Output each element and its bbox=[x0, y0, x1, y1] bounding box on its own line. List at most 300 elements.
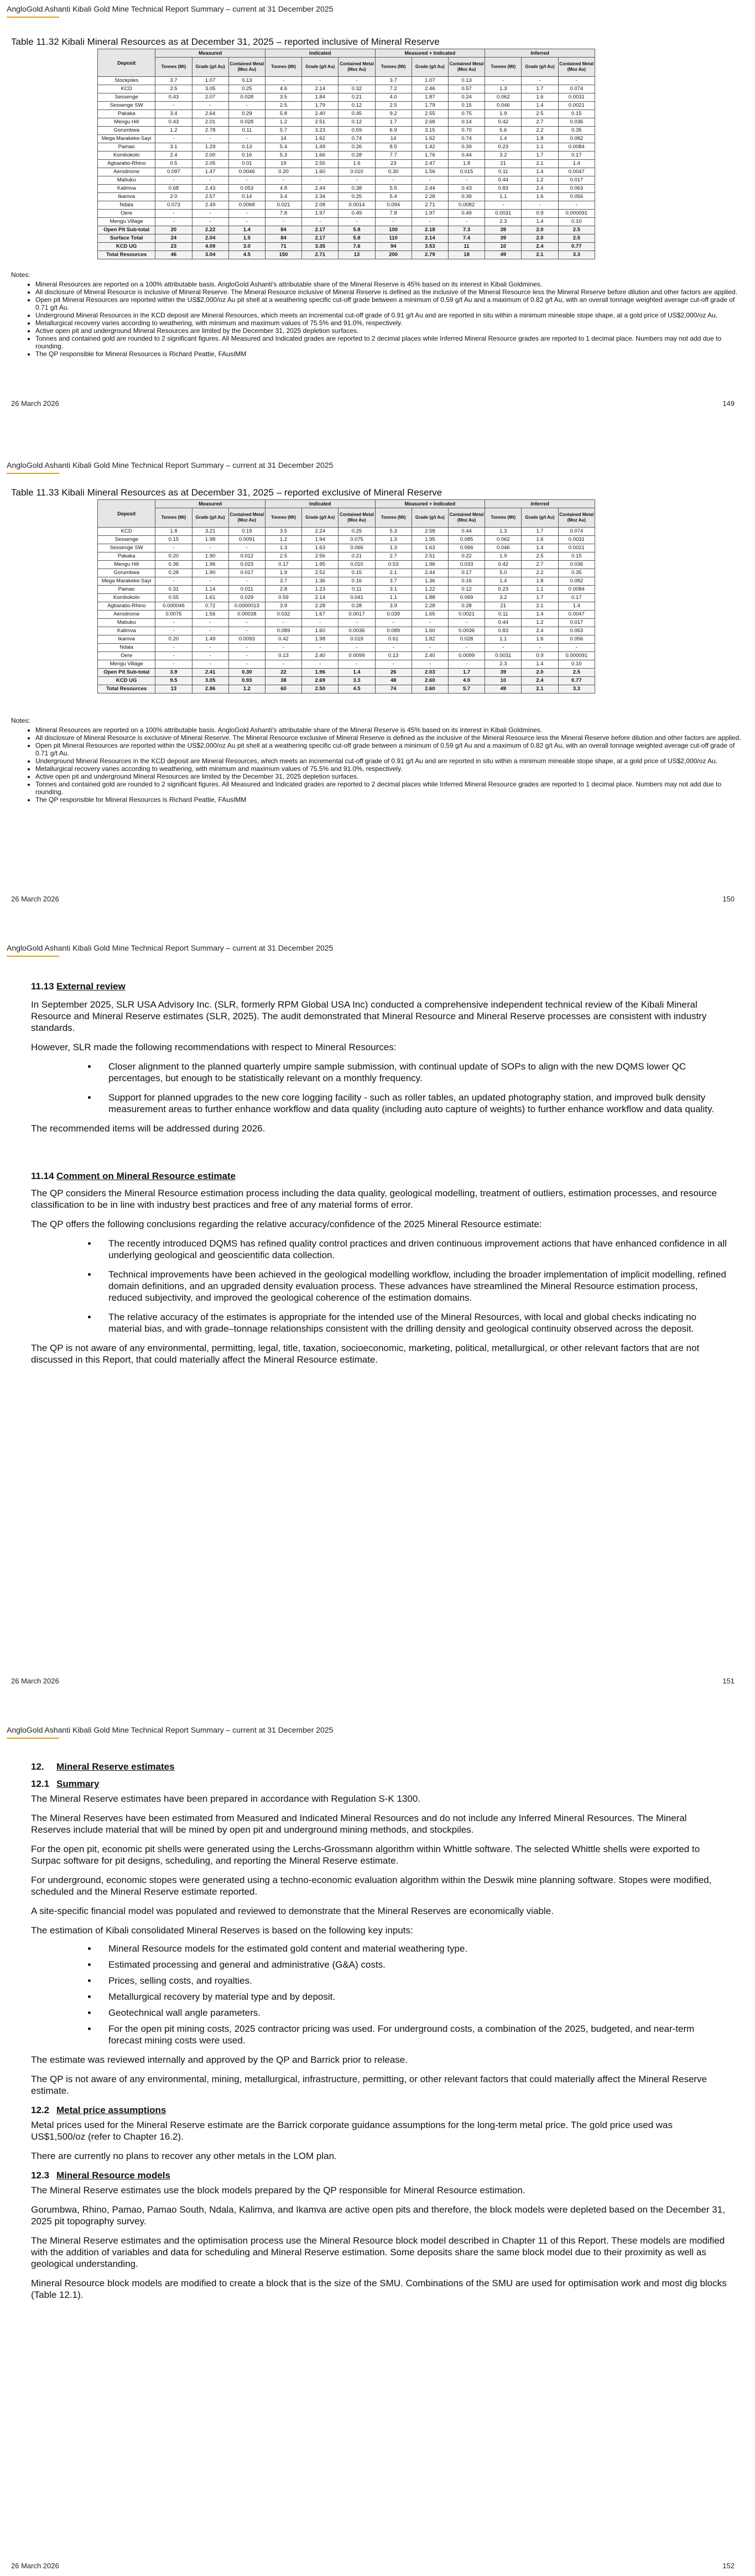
table-row bbox=[98, 201, 595, 210]
table-cell: 1.8 bbox=[522, 577, 558, 586]
table-row bbox=[98, 185, 595, 193]
note-item: • Open pit Mineral Resources are reported within the US$2,000/oz Au pit shell at a weathering specific cut-off grade between a minimum of 0.59 g/t Au and a maximum of 0.82 g/t Au, with an overall tonnage weighted average cut-off grade of 0.71 g/t Au. bbox=[35, 296, 741, 311]
table-cell: - bbox=[302, 176, 339, 185]
table-cell: 1.7 bbox=[522, 528, 558, 536]
table-cell: 0.25 bbox=[228, 85, 265, 93]
paragraph: The QP is not aware of any environmental, permitting, legal, title, taxation, socioeconomic, marketing, political, metallurgical, or other relevant factors that are not discussed in this Report, that could materially affect the Mineral Resource estimate. bbox=[31, 1343, 700, 1365]
table-cell: 1.4 bbox=[522, 611, 558, 619]
table-cell: 2.34 bbox=[302, 193, 339, 201]
header-group: Measured + Indicated bbox=[375, 49, 485, 58]
note-item: • The QP responsible for Mineral Resources is Richard Peattie, FAusIMM bbox=[35, 350, 741, 358]
table-cell: 1.7 bbox=[375, 118, 412, 127]
table-cell: 2.22 bbox=[192, 226, 228, 234]
section-12 bbox=[31, 1761, 728, 2301]
header-column: Contained Metal (Moz Au) bbox=[339, 508, 375, 528]
table-cell: 0.17 bbox=[558, 152, 595, 160]
table-cell: 5.0 bbox=[485, 569, 522, 577]
table-cell: 0.15 bbox=[558, 110, 595, 118]
table-cell: 0.13 bbox=[265, 652, 301, 660]
table-cell: - bbox=[375, 619, 412, 627]
table-cell: 3.3 bbox=[558, 251, 595, 259]
table-cell: 2.5 bbox=[522, 110, 558, 118]
table-row bbox=[98, 536, 595, 544]
table-cell: 0.74 bbox=[339, 135, 375, 143]
table-cell: 2.40 bbox=[302, 652, 339, 660]
table-cell: - bbox=[192, 102, 228, 110]
table-cell: Ndala bbox=[98, 201, 155, 210]
table-cell: - bbox=[522, 201, 558, 210]
table-cell: - bbox=[412, 644, 448, 652]
table-cell: 0.089 bbox=[265, 627, 301, 635]
table-cell: 1.4 bbox=[558, 160, 595, 168]
table-cell: 0.28 bbox=[339, 602, 375, 611]
note-item: • Metallurgical recovery varies according to weathering, with minimum and maximum values of 75.5% and 91.0%, respectively. bbox=[35, 319, 741, 327]
table-cell: - bbox=[192, 544, 228, 552]
table-cell: 1.6 bbox=[339, 160, 375, 168]
footer-date: 26 March 2026 bbox=[11, 895, 59, 903]
table-cell: 39 bbox=[485, 234, 522, 243]
table-cell: 0.77 bbox=[558, 243, 595, 251]
table-cell: 21 bbox=[485, 602, 522, 611]
table-cell: 2.2 bbox=[522, 127, 558, 135]
table-cell: 1.56 bbox=[412, 168, 448, 176]
table-cell: 2.28 bbox=[412, 193, 448, 201]
table-cell: 3.04 bbox=[192, 251, 228, 259]
table-cell: 0.053 bbox=[228, 185, 265, 193]
table-cell: 1.9 bbox=[265, 569, 301, 577]
table-row bbox=[98, 528, 595, 536]
table-cell: 0.015 bbox=[448, 168, 485, 176]
table-cell: 0.010 bbox=[339, 168, 375, 176]
table-cell: - bbox=[228, 577, 265, 586]
table-cell: 0.056 bbox=[558, 193, 595, 201]
table-cell: - bbox=[228, 619, 265, 627]
table-cell: 2.0 bbox=[522, 234, 558, 243]
list-item: • Prices, selling costs, and royalties. bbox=[97, 1975, 728, 1986]
table-cell: 0.0017 bbox=[339, 611, 375, 619]
table-cell: 0.19 bbox=[228, 528, 265, 536]
table-row bbox=[98, 552, 595, 561]
table-cell: 24 bbox=[155, 234, 192, 243]
table-cell: Pakaka bbox=[98, 110, 155, 118]
table-cell: 0.29 bbox=[228, 110, 265, 118]
table-cell: 0.26 bbox=[339, 143, 375, 152]
table-cell: 3.23 bbox=[302, 127, 339, 135]
table-cell: 2.3 bbox=[485, 218, 522, 226]
header-column: Grade (g/t Au) bbox=[192, 508, 228, 528]
table-cell: 1.65 bbox=[412, 611, 448, 619]
table-cell: 2.58 bbox=[412, 528, 448, 536]
note-item: • Metallurgical recovery varies according to weathering, with minimum and maximum values of 75.5% and 91.0%, respectively. bbox=[35, 765, 741, 773]
table-cell: Mengu Hill bbox=[98, 118, 155, 127]
table-row bbox=[98, 544, 595, 552]
header-column: Grade (g/t Au) bbox=[522, 508, 558, 528]
table-cell: 2.52 bbox=[302, 569, 339, 577]
table-cell: Gorumbwa bbox=[98, 127, 155, 135]
table-cell: 1.49 bbox=[302, 143, 339, 152]
table-cell: - bbox=[522, 77, 558, 85]
table-row bbox=[98, 611, 595, 619]
table-cell: 0.056 bbox=[558, 635, 595, 644]
header-column: Tonnes (Mt) bbox=[155, 508, 192, 528]
header-column: Contained Metal (Moz Au) bbox=[448, 58, 485, 77]
table-11-33-title: Table 11.33 Kibali Mineral Resources as at December 31, 2025 – reported exclusive of Mineral Reserve bbox=[11, 487, 442, 498]
table-cell: 1.7 bbox=[522, 152, 558, 160]
table-cell: 110 bbox=[375, 234, 412, 243]
table-cell: 2.43 bbox=[192, 185, 228, 193]
table-cell: 0.0075 bbox=[155, 611, 192, 619]
table-cell: 1.94 bbox=[302, 536, 339, 544]
table-cell: 14 bbox=[375, 135, 412, 143]
table-cell: 4.5 bbox=[228, 251, 265, 259]
header-column: Grade (g/t Au) bbox=[522, 58, 558, 77]
table-cell: - bbox=[412, 176, 448, 185]
table-cell: - bbox=[155, 102, 192, 110]
table-cell: 0.68 bbox=[155, 185, 192, 193]
header-column: Contained Metal (Moz Au) bbox=[228, 58, 265, 77]
table-cell: 0.023 bbox=[228, 561, 265, 569]
notes-heading: Notes: bbox=[11, 717, 30, 724]
table-cell: - bbox=[228, 644, 265, 652]
header-column: Tonnes (Mt) bbox=[485, 58, 522, 77]
table-cell: 1.98 bbox=[192, 536, 228, 544]
header-column: Tonnes (Mt) bbox=[265, 58, 301, 77]
table-11-33-notes bbox=[11, 717, 741, 804]
table-cell: Mega Marakeke-Sayi bbox=[98, 577, 155, 586]
table-cell: 0.000091 bbox=[558, 210, 595, 218]
table-cell: 1.3 bbox=[375, 544, 412, 552]
table-cell: 1.1 bbox=[375, 594, 412, 602]
table-cell: 0.9 bbox=[522, 210, 558, 218]
table-row bbox=[98, 168, 595, 176]
table-cell: 1.66 bbox=[302, 152, 339, 160]
table-cell: 1.4 bbox=[522, 660, 558, 669]
table-cell: 1.4 bbox=[522, 218, 558, 226]
table-cell: 0.16 bbox=[448, 577, 485, 586]
table-cell: 4.0 bbox=[375, 93, 412, 102]
note-item: • Tonnes and contained gold are rounded to 2 significant figures. All Measured and Indicated grades are reported to 2 decimal places while Inferred Mineral Resource grades are reported to 1 decimal place. Numbers may not add due to rounding. bbox=[35, 780, 741, 796]
table-cell: 2.00 bbox=[192, 152, 228, 160]
table-cell: 0.13 bbox=[228, 77, 265, 85]
table-11-32 bbox=[97, 49, 595, 259]
table-cell: 3.4 bbox=[155, 110, 192, 118]
table-row bbox=[98, 127, 595, 135]
table-cell: - bbox=[192, 627, 228, 635]
table-cell: - bbox=[375, 218, 412, 226]
table-cell: 1.9 bbox=[485, 552, 522, 561]
table-cell: 1.96 bbox=[412, 561, 448, 569]
table-cell: 3.5 bbox=[265, 528, 301, 536]
table-cell: 1.07 bbox=[412, 77, 448, 85]
table-cell: 0.028 bbox=[448, 635, 485, 644]
table-cell: 7.6 bbox=[339, 243, 375, 251]
table-cell: 0.20 bbox=[155, 635, 192, 644]
table-cell: 0.074 bbox=[558, 528, 595, 536]
table-cell: 0.83 bbox=[485, 627, 522, 635]
table-cell: 2.0 bbox=[522, 226, 558, 234]
section-heading: 11.13 External review bbox=[31, 981, 126, 992]
table-cell: 0.017 bbox=[558, 176, 595, 185]
table-cell: 2.4 bbox=[155, 152, 192, 160]
table-cell: - bbox=[155, 210, 192, 218]
table-cell: 2.3 bbox=[485, 660, 522, 669]
table-cell: 2.47 bbox=[412, 160, 448, 168]
table-cell: - bbox=[265, 77, 301, 85]
table-cell: 0.010 bbox=[339, 561, 375, 569]
table-cell: - bbox=[155, 619, 192, 627]
header-column: Tonnes (Mt) bbox=[265, 508, 301, 528]
table-cell: - bbox=[448, 218, 485, 226]
table-cell: 2.44 bbox=[302, 185, 339, 193]
table-cell: 0.0036 bbox=[339, 627, 375, 635]
table-cell: 4.09 bbox=[192, 243, 228, 251]
table-cell: 2.40 bbox=[412, 652, 448, 660]
table-row bbox=[98, 210, 595, 218]
table-cell: 13 bbox=[155, 685, 192, 693]
table-cell: - bbox=[155, 627, 192, 635]
table-cell: 0.61 bbox=[375, 635, 412, 644]
table-cell: Sessenge SW bbox=[98, 544, 155, 552]
table-cell: - bbox=[485, 201, 522, 210]
table-cell: - bbox=[228, 652, 265, 660]
list-item: • Metallurgical recovery by material type and by deposit. bbox=[97, 1991, 728, 2003]
table-cell: 84 bbox=[265, 234, 301, 243]
table-cell: 0.066 bbox=[339, 544, 375, 552]
table-row bbox=[98, 586, 595, 594]
table-cell: 2.24 bbox=[302, 528, 339, 536]
table-cell: 0.000091 bbox=[558, 652, 595, 660]
table-cell: 48 bbox=[375, 677, 412, 685]
table-cell: 5.7 bbox=[265, 127, 301, 135]
header-column: Grade (g/t Au) bbox=[302, 58, 339, 77]
table-cell: 2.44 bbox=[412, 185, 448, 193]
table-cell: 0.0014 bbox=[339, 201, 375, 210]
table-cell: 60 bbox=[265, 685, 301, 693]
table-cell: - bbox=[155, 577, 192, 586]
table-cell: 3.2 bbox=[485, 594, 522, 602]
table-row bbox=[98, 594, 595, 602]
bullet-list bbox=[31, 1061, 728, 1115]
table-cell: 0.11 bbox=[485, 611, 522, 619]
table-cell: 2.04 bbox=[192, 234, 228, 243]
table-cell: 0.31 bbox=[155, 586, 192, 594]
table-cell: 0.0099 bbox=[339, 652, 375, 660]
table-cell: 0.11 bbox=[339, 586, 375, 594]
table-cell: 2.44 bbox=[412, 569, 448, 577]
note-item: • The QP responsible for Mineral Resources is Richard Peattie, FAusIMM bbox=[35, 796, 741, 804]
table-cell: 1.47 bbox=[192, 168, 228, 176]
table-cell: 0.11 bbox=[228, 127, 265, 135]
list-item: • Geotechnical wall angle parameters. bbox=[97, 2007, 728, 2019]
table-cell: 200 bbox=[375, 251, 412, 259]
table-cell: 3.1 bbox=[375, 586, 412, 594]
table-cell: 0.42 bbox=[485, 561, 522, 569]
table-cell: 0.44 bbox=[448, 528, 485, 536]
table-total-row bbox=[98, 226, 595, 234]
table-row bbox=[98, 577, 595, 586]
table-cell: 0.16 bbox=[339, 577, 375, 586]
paragraph: The QP offers the following conclusions regarding the relative accuracy/confidence of the 2025 Mineral Resource estimate: bbox=[31, 1219, 542, 1229]
table-cell: 0.063 bbox=[558, 627, 595, 635]
table-cell: 3.2 bbox=[485, 152, 522, 160]
table-cell: 1.7 bbox=[522, 594, 558, 602]
section-11-14 bbox=[31, 1170, 728, 1365]
table-cell: 0.0036 bbox=[448, 627, 485, 635]
table-cell: 0.43 bbox=[155, 93, 192, 102]
table-cell: 7.8 bbox=[375, 210, 412, 218]
paragraph: The estimate was reviewed internally and approved by the QP and Barrick prior to release. bbox=[31, 2054, 408, 2065]
table-cell: - bbox=[228, 660, 265, 669]
table-cell: 0.073 bbox=[155, 201, 192, 210]
table-cell: 1.4 bbox=[522, 544, 558, 552]
table-row bbox=[98, 135, 595, 143]
table-cell: 1.14 bbox=[192, 586, 228, 594]
table-cell: 0.30 bbox=[375, 168, 412, 176]
table-cell: 49 bbox=[485, 251, 522, 259]
table-cell: 5.5 bbox=[375, 185, 412, 193]
table-cell: 0.094 bbox=[375, 201, 412, 210]
table-cell: 0.21 bbox=[339, 552, 375, 561]
table-cell: 39 bbox=[485, 226, 522, 234]
table-cell: 1.4 bbox=[485, 577, 522, 586]
table-cell: KCD bbox=[98, 85, 155, 93]
table-cell: - bbox=[375, 660, 412, 669]
table-cell: - bbox=[228, 218, 265, 226]
table-cell: 2.4 bbox=[522, 243, 558, 251]
table-cell: 0.49 bbox=[339, 210, 375, 218]
table-cell: 1.61 bbox=[192, 594, 228, 602]
table-cell: 0.93 bbox=[228, 677, 265, 685]
table-cell: 0.35 bbox=[558, 569, 595, 577]
header-group: Measured + Indicated bbox=[375, 500, 485, 508]
table-cell: 71 bbox=[265, 243, 301, 251]
section-heading: 11.14 Comment on Mineral Resource estimate bbox=[31, 1171, 236, 1181]
table-cell: 0.59 bbox=[265, 594, 301, 602]
table-cell: - bbox=[558, 644, 595, 652]
table-cell: 3.9 bbox=[155, 669, 192, 677]
table-cell: 0.0021 bbox=[558, 102, 595, 110]
table-cell: 0.14 bbox=[228, 193, 265, 201]
table-cell: 2.2 bbox=[522, 569, 558, 577]
table-cell: 0.25 bbox=[339, 528, 375, 536]
header-rule bbox=[7, 473, 59, 474]
table-cell: 0.9 bbox=[522, 652, 558, 660]
table-row bbox=[98, 602, 595, 611]
table-cell: 0.10 bbox=[558, 218, 595, 226]
table-row bbox=[98, 193, 595, 201]
table-cell: 0.011 bbox=[228, 586, 265, 594]
table-cell: 3.7 bbox=[375, 77, 412, 85]
table-cell: 94 bbox=[375, 243, 412, 251]
table-cell: 0.046 bbox=[485, 544, 522, 552]
table-cell: 2.17 bbox=[302, 234, 339, 243]
paragraph: Gorumbwa, Rhino, Pamao, Pamao South, Ndala, Kalimva, and Ikamva are active open pits and therefore, the block models were depleted based on the December 31, 2025 pit topography survey. bbox=[31, 2204, 725, 2226]
header-deposit: Deposit bbox=[98, 500, 155, 528]
table-cell: - bbox=[192, 644, 228, 652]
table-cell: 84 bbox=[265, 226, 301, 234]
table-cell: 0.15 bbox=[448, 102, 485, 110]
table-cell: 1.36 bbox=[302, 577, 339, 586]
table-cell: Mega Marakeke-Sayi bbox=[98, 135, 155, 143]
table-cell: 4.6 bbox=[265, 85, 301, 93]
table-cell: KCD UG bbox=[98, 677, 155, 685]
header-group: Inferred bbox=[485, 49, 595, 58]
table-cell: 2.4 bbox=[522, 185, 558, 193]
list-item: • Technical improvements have been achieved in the geological modelling workflow, including the broader implementation of implicit modelling, refined domain definitions, and an upgraded density evaluation process. These advances have streamlined the Mineral Resource estimation process, reduced subjectivity, and improved the geological coherence of the estimation domains. bbox=[97, 1269, 728, 1303]
table-cell: 2.55 bbox=[412, 110, 448, 118]
table-total-row bbox=[98, 234, 595, 243]
table-cell: 2.03 bbox=[412, 669, 448, 677]
table-cell: 2.18 bbox=[412, 226, 448, 234]
paragraph: The Mineral Reserves have been estimated from Measured and Indicated Mineral Resources and do not include any Inferred Mineral Resources. The Mineral Reserves include material that will be mined by open pit and underground mining methods, and stockpiles. bbox=[31, 1813, 687, 1835]
table-cell: 3.21 bbox=[192, 528, 228, 536]
table-cell: Total Resources bbox=[98, 251, 155, 259]
table-cell: 0.0000013 bbox=[228, 602, 265, 611]
table-cell: 1.2 bbox=[265, 118, 301, 127]
table-cell: 0.032 bbox=[265, 611, 301, 619]
table-cell: - bbox=[302, 619, 339, 627]
table-cell: 2.50 bbox=[302, 685, 339, 693]
table-cell: - bbox=[192, 652, 228, 660]
table-cell: 0.0099 bbox=[448, 652, 485, 660]
table-cell: 0.039 bbox=[375, 611, 412, 619]
table-cell: 0.16 bbox=[228, 152, 265, 160]
table-cell: 3.05 bbox=[192, 85, 228, 93]
table-cell: 1.82 bbox=[412, 635, 448, 644]
list-item: • Mineral Resource models for the estimated gold content and material weathering type. bbox=[97, 1943, 728, 1954]
table-cell: 5.4 bbox=[375, 193, 412, 201]
table-cell: 0.15 bbox=[558, 552, 595, 561]
table-cell: Kombokolo bbox=[98, 594, 155, 602]
table-cell: 2.1 bbox=[522, 602, 558, 611]
table-cell: 1.36 bbox=[412, 577, 448, 586]
table-cell: 2.14 bbox=[412, 234, 448, 243]
table-cell: - bbox=[558, 201, 595, 210]
header-rule bbox=[7, 956, 59, 957]
table-cell: 0.033 bbox=[448, 561, 485, 569]
table-row bbox=[98, 102, 595, 110]
table-cell: 22 bbox=[265, 669, 301, 677]
paragraph: For the open pit, economic pit shells were generated using the Lerchs-Grossmann algorithm within Whittle software. The selected Whittle shells were exported to Surpac software for pit designs, scheduling, and reporting the Mineral Reserve estimate. bbox=[31, 1844, 700, 1866]
table-cell: 0.12 bbox=[448, 586, 485, 594]
table-cell: 1.2 bbox=[228, 685, 265, 693]
page-number: 149 bbox=[722, 399, 735, 408]
table-cell: 0.55 bbox=[155, 594, 192, 602]
table-cell: 1.42 bbox=[412, 143, 448, 152]
table-cell: 1.96 bbox=[192, 561, 228, 569]
table-cell: - bbox=[339, 660, 375, 669]
table-total-row bbox=[98, 243, 595, 251]
table-cell: - bbox=[448, 619, 485, 627]
table-cell: 0.21 bbox=[339, 93, 375, 102]
table-cell: - bbox=[265, 619, 301, 627]
table-cell: 2.55 bbox=[302, 160, 339, 168]
note-item: • Underground Mineral Resources in the KCD deposit are Mineral Resources, which meets an incremental cut-off grade of 0.91 g/t Au and are reported in situ within a minimum mineable stope shape, at a gold price of US$2,000/oz Au. bbox=[35, 757, 741, 765]
table-cell: - bbox=[155, 660, 192, 669]
table-cell: 1.8 bbox=[522, 135, 558, 143]
table-cell: 0.062 bbox=[485, 536, 522, 544]
table-cell: 1.62 bbox=[412, 135, 448, 143]
list-item: • Estimated processing and general and administrative (G&A) costs. bbox=[97, 1959, 728, 1970]
table-cell: 2.7 bbox=[522, 561, 558, 569]
table-cell: 2.05 bbox=[192, 160, 228, 168]
table-cell: 0.13 bbox=[228, 143, 265, 152]
table-cell: 0.0047 bbox=[558, 611, 595, 619]
table-cell: 0.28 bbox=[155, 569, 192, 577]
table-cell: Oere bbox=[98, 652, 155, 660]
table-cell: 0.39 bbox=[448, 143, 485, 152]
table-cell: 21 bbox=[485, 160, 522, 168]
